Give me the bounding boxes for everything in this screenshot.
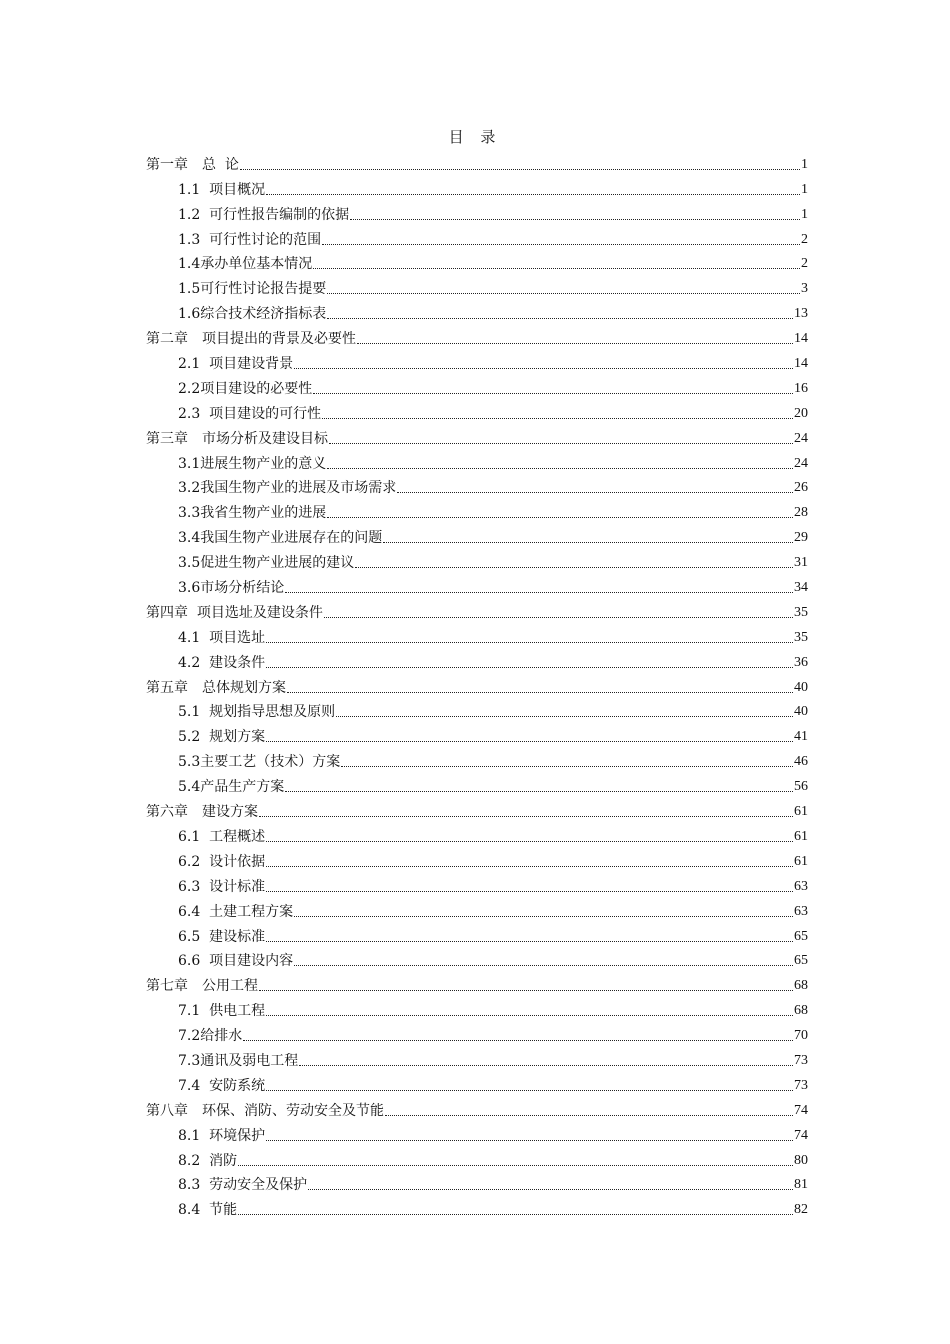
toc-section-entry[interactable] <box>146 175 808 200</box>
toc-entry-label: 5.4产品生产方案 <box>178 779 285 796</box>
toc-entry-label: 7.4 安防系统 <box>178 1077 266 1094</box>
toc-entry-page-number: 3 <box>801 281 808 297</box>
toc-section-entry[interactable] <box>146 872 808 897</box>
toc-entry-page-number: 65 <box>794 953 808 969</box>
toc-dot-leader <box>266 1015 793 1016</box>
toc-entry-label: 3.2我国生物产业的进展及市场需求 <box>178 480 397 497</box>
toc-entry-label: 7.3通讯及弱电工程 <box>178 1052 299 1069</box>
toc-entry-label: 6.1 工程概述 <box>178 828 266 845</box>
toc-chapter-entry[interactable] <box>146 1096 808 1121</box>
toc-dot-leader <box>329 443 793 444</box>
toc-entry-label: 第七章 公用工程 <box>146 978 258 995</box>
toc-section-entry[interactable] <box>146 250 808 275</box>
toc-section-entry[interactable] <box>146 349 808 374</box>
toc-section-entry[interactable] <box>146 772 808 797</box>
toc-dot-leader <box>327 517 793 518</box>
toc-dot-leader <box>385 1115 793 1116</box>
toc-entry-page-number: 63 <box>794 878 808 894</box>
toc-entry-label: 3.4我国生物产业进展存在的问题 <box>178 530 383 547</box>
toc-dot-leader <box>240 169 800 170</box>
toc-dot-leader <box>322 244 800 245</box>
toc-dot-leader <box>259 816 793 817</box>
toc-entry-page-number: 73 <box>794 1052 808 1068</box>
toc-entry-label: 3.6市场分析结论 <box>178 580 285 597</box>
toc-entry-label: 第三章 市场分析及建设目标 <box>146 430 328 447</box>
toc-entry-label: 第八章 环保、消防、劳动安全及节能 <box>146 1102 384 1119</box>
toc-chapter-entry[interactable] <box>146 598 808 623</box>
toc-section-entry[interactable] <box>146 648 808 673</box>
toc-entry-page-number: 26 <box>794 480 808 496</box>
toc-entry-page-number: 1 <box>801 206 808 222</box>
toc-dot-leader <box>266 1090 793 1091</box>
toc-chapter-entry[interactable] <box>146 424 808 449</box>
toc-entry-page-number: 1 <box>801 156 808 172</box>
toc-entry-page-number: 63 <box>794 903 808 919</box>
toc-entry-page-number: 41 <box>794 729 808 745</box>
toc-entry-page-number: 40 <box>794 679 808 695</box>
toc-section-entry[interactable] <box>146 747 808 772</box>
toc-entry-page-number: 70 <box>794 1028 808 1044</box>
toc-section-entry[interactable] <box>146 1021 808 1046</box>
toc-dot-leader <box>357 343 793 344</box>
toc-entry-label: 2.2项目建设的必要性 <box>178 380 313 397</box>
toc-dot-leader <box>238 1165 793 1166</box>
toc-entry-label: 1.1 项目概况 <box>178 181 266 198</box>
toc-entry-page-number: 68 <box>794 978 808 994</box>
toc-entry-page-number: 61 <box>794 804 808 820</box>
toc-entry-label: 4.2 建设条件 <box>178 654 266 671</box>
toc-dot-leader <box>350 219 800 220</box>
toc-entry-label: 3.3我省生物产业的进展 <box>178 505 327 522</box>
toc-entry-label: 6.6 项目建设内容 <box>178 953 294 970</box>
toc-section-entry[interactable] <box>146 573 808 598</box>
toc-entry-label: 第五章 总体规划方案 <box>146 679 286 696</box>
toc-section-entry[interactable] <box>146 1046 808 1071</box>
toc-section-entry[interactable] <box>146 1071 808 1096</box>
toc-entry-page-number: 29 <box>794 530 808 546</box>
toc-dot-leader <box>341 766 793 767</box>
toc-dot-leader <box>383 542 793 543</box>
toc-title: 目 录 <box>448 128 502 146</box>
toc-entry-page-number: 28 <box>794 505 808 521</box>
toc-entry-page-number: 35 <box>794 629 808 645</box>
toc-entry-page-number: 36 <box>794 654 808 670</box>
toc-entry-page-number: 20 <box>794 405 808 421</box>
toc-entry-label: 第六章 建设方案 <box>146 804 258 821</box>
toc-section-entry[interactable] <box>146 922 808 947</box>
toc-entry-page-number: 82 <box>794 1202 808 1218</box>
toc-entry-page-number: 16 <box>794 380 808 396</box>
toc-chapter-entry[interactable] <box>146 797 808 822</box>
toc-dot-leader <box>285 791 793 792</box>
toc-entry-label: 第四章 项目选址及建设条件 <box>146 604 323 621</box>
toc-entry-page-number: 40 <box>794 704 808 720</box>
toc-dot-leader <box>266 194 800 195</box>
toc-entry-page-number: 2 <box>801 256 808 272</box>
toc-section-entry[interactable] <box>146 947 808 972</box>
table-of-contents <box>146 150 808 1220</box>
toc-section-entry[interactable] <box>146 698 808 723</box>
toc-entry-label: 3.5促进生物产业进展的建议 <box>178 555 355 572</box>
toc-entry-label: 3.1进展生物产业的意义 <box>178 455 327 472</box>
toc-entry-label: 6.4 土建工程方案 <box>178 903 294 920</box>
toc-section-entry[interactable] <box>146 299 808 324</box>
toc-section-entry[interactable] <box>146 1195 808 1220</box>
toc-dot-leader <box>266 667 793 668</box>
toc-dot-leader <box>238 1214 793 1215</box>
toc-dot-leader <box>397 492 793 493</box>
toc-entry-label: 1.6综合技术经济指标表 <box>178 306 327 323</box>
toc-entry-page-number: 14 <box>794 356 808 372</box>
toc-entry-label: 8.1 环境保护 <box>178 1127 266 1144</box>
toc-entry-page-number: 61 <box>794 828 808 844</box>
toc-entry-label: 6.3 设计标准 <box>178 878 266 895</box>
toc-dot-leader <box>285 592 793 593</box>
toc-dot-leader <box>336 716 793 717</box>
toc-entry-page-number: 35 <box>794 604 808 620</box>
toc-entry-page-number: 81 <box>794 1177 808 1193</box>
toc-section-entry[interactable] <box>146 548 808 573</box>
toc-entry-page-number: 1 <box>801 181 808 197</box>
toc-dot-leader <box>259 990 793 991</box>
toc-section-entry[interactable] <box>146 474 808 499</box>
toc-entry-page-number: 73 <box>794 1077 808 1093</box>
toc-entry-page-number: 13 <box>794 306 808 322</box>
toc-dot-leader <box>322 418 793 419</box>
toc-entry-page-number: 24 <box>794 455 808 471</box>
toc-section-entry[interactable] <box>146 722 808 747</box>
toc-chapter-entry[interactable] <box>146 673 808 698</box>
toc-entry-label: 2.3 项目建设的可行性 <box>178 405 322 422</box>
toc-section-entry[interactable] <box>146 399 808 424</box>
toc-chapter-entry[interactable] <box>146 324 808 349</box>
toc-entry-label: 1.3 可行性讨论的范围 <box>178 231 322 248</box>
toc-dot-leader <box>294 368 793 369</box>
toc-dot-leader <box>287 692 793 693</box>
toc-section-entry[interactable] <box>146 498 808 523</box>
toc-entry-page-number: 24 <box>794 430 808 446</box>
toc-dot-leader <box>266 941 793 942</box>
toc-entry-label: 7.1 供电工程 <box>178 1003 266 1020</box>
toc-section-entry[interactable] <box>146 822 808 847</box>
toc-entry-label: 8.2 消防 <box>178 1152 238 1169</box>
toc-section-entry[interactable] <box>146 274 808 299</box>
toc-section-entry[interactable] <box>146 996 808 1021</box>
toc-section-entry[interactable] <box>146 847 808 872</box>
toc-dot-leader <box>355 567 793 568</box>
toc-dot-leader <box>243 1040 793 1041</box>
toc-entry-page-number: 74 <box>794 1102 808 1118</box>
toc-entry-label: 6.5 建设标准 <box>178 928 266 945</box>
toc-dot-leader <box>327 293 800 294</box>
toc-dot-leader <box>266 866 793 867</box>
toc-section-entry[interactable] <box>146 1171 808 1196</box>
toc-entry-label: 5.2 规划方案 <box>178 729 266 746</box>
toc-dot-leader <box>313 268 800 269</box>
toc-entry-label: 5.1 规划指导思想及原则 <box>178 704 336 721</box>
toc-chapter-entry[interactable] <box>146 971 808 996</box>
toc-entry-page-number: 61 <box>794 853 808 869</box>
toc-section-entry[interactable] <box>146 374 808 399</box>
toc-chapter-entry[interactable] <box>146 150 808 175</box>
toc-section-entry[interactable] <box>146 623 808 648</box>
toc-entry-page-number: 2 <box>801 231 808 247</box>
toc-entry-label: 第二章 项目提出的背景及必要性 <box>146 331 356 348</box>
toc-dot-leader <box>313 393 793 394</box>
toc-dot-leader <box>327 468 793 469</box>
toc-section-entry[interactable] <box>146 449 808 474</box>
toc-section-entry[interactable] <box>146 523 808 548</box>
toc-dot-leader <box>299 1065 793 1066</box>
toc-section-entry[interactable] <box>146 1146 808 1171</box>
toc-entry-label: 8.3 劳动安全及保护 <box>178 1177 308 1194</box>
toc-section-entry[interactable] <box>146 897 808 922</box>
toc-entry-label: 1.5可行性讨论报告提要 <box>178 281 327 298</box>
toc-dot-leader <box>266 891 793 892</box>
toc-dot-leader <box>308 1189 793 1190</box>
toc-entry-page-number: 65 <box>794 928 808 944</box>
toc-dot-leader <box>266 741 793 742</box>
toc-entry-label: 1.2 可行性报告编制的依据 <box>178 206 350 223</box>
toc-entry-label: 5.3主要工艺（技术）方案 <box>178 754 341 771</box>
toc-entry-page-number: 14 <box>794 331 808 347</box>
toc-entry-page-number: 80 <box>794 1152 808 1168</box>
toc-dot-leader <box>324 617 793 618</box>
toc-section-entry[interactable] <box>146 1121 808 1146</box>
toc-dot-leader <box>327 318 793 319</box>
toc-entry-label: 1.4承办单位基本情况 <box>178 256 313 273</box>
toc-section-entry[interactable] <box>146 200 808 225</box>
toc-entry-label: 2.1 项目建设背景 <box>178 356 294 373</box>
toc-dot-leader <box>266 1140 793 1141</box>
toc-entry-page-number: 56 <box>794 779 808 795</box>
toc-dot-leader <box>294 916 793 917</box>
toc-entry-page-number: 34 <box>794 580 808 596</box>
toc-section-entry[interactable] <box>146 225 808 250</box>
toc-entry-label: 7.2给排水 <box>178 1028 243 1045</box>
toc-entry-label: 4.1 项目选址 <box>178 629 266 646</box>
toc-dot-leader <box>266 642 793 643</box>
toc-dot-leader <box>266 841 793 842</box>
toc-entry-page-number: 31 <box>794 555 808 571</box>
toc-entry-page-number: 74 <box>794 1127 808 1143</box>
toc-entry-page-number: 68 <box>794 1003 808 1019</box>
toc-entry-label: 6.2 设计依据 <box>178 853 266 870</box>
toc-entry-page-number: 46 <box>794 754 808 770</box>
toc-dot-leader <box>294 965 793 966</box>
toc-entry-label: 8.4 节能 <box>178 1202 238 1219</box>
toc-entry-label: 第一章 总 论 <box>146 156 239 173</box>
